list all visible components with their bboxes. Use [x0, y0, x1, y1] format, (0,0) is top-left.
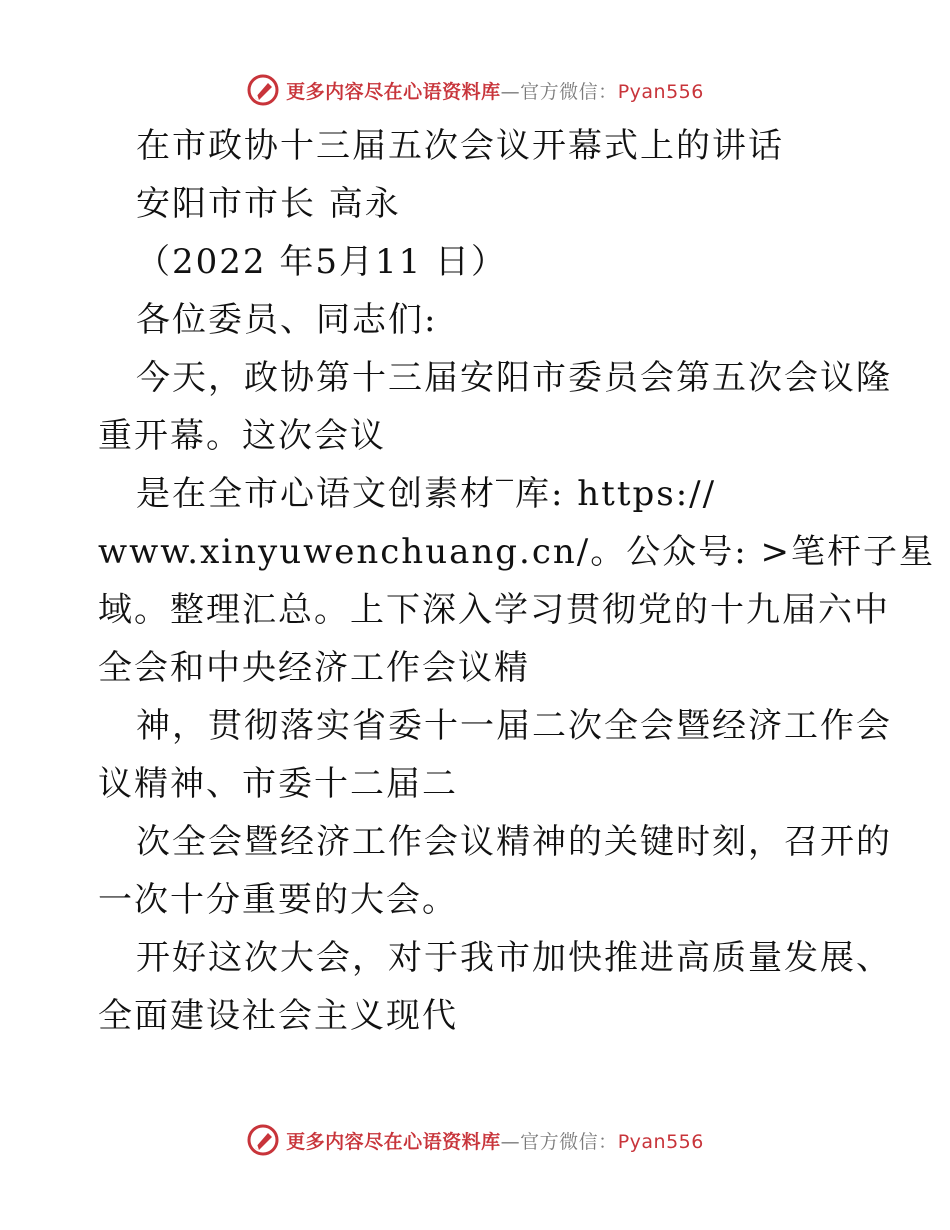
header-watermark [0, 70, 950, 110]
footer-watermark [0, 1120, 950, 1160]
paragraph-line: 是在全市心语文创素材‾库: https:// [136, 474, 717, 514]
pen-logo-icon [246, 1123, 280, 1157]
watermark-wechat-id: Pyan556 [617, 80, 704, 103]
watermark-lead: 更多内容尽在心语资料库 [286, 1130, 501, 1153]
speaker-line: 安阳市市长 高永 [136, 184, 401, 224]
paragraph-line: 神，贯彻落实省委十一届二次全会暨经济工作会 [136, 706, 892, 746]
paragraph-line: 重开幕。这次会议 [98, 416, 386, 456]
document-title: 在市政协十三届五次会议开幕式上的讲话 [136, 126, 784, 166]
watermark-label: 官方微信： [520, 80, 618, 103]
paragraph-line: 域。整理汇总。上下深入学习贯彻党的十九届六中 [98, 590, 890, 630]
paragraph-line: 全面建设社会主义现代 [98, 996, 458, 1036]
paragraph-line: 开好这次大会，对于我市加快推进高质量发展、 [136, 938, 892, 978]
watermark-dash: — [500, 1130, 521, 1153]
paragraph-line: 议精神、市委十二届二 [98, 764, 458, 804]
salutation: 各位委员、同志们: [136, 300, 438, 340]
paragraph-line: 全会和中央经济工作会议精 [98, 648, 530, 688]
paragraph-line: 次全会暨经济工作会议精神的关键时刻，召开的 [136, 822, 892, 862]
watermark-dash: — [500, 80, 521, 103]
paragraph-line: 一次十分重要的大会。 [98, 880, 458, 920]
watermark-lead: 更多内容尽在心语资料库 [286, 80, 501, 103]
date-line: （2022 年5月11 日） [136, 242, 508, 282]
footer-watermark-text [286, 1127, 704, 1154]
paragraph-line: www.xinyuwenchuang.cn/。公众号: >笔杆子星 [98, 532, 935, 572]
watermark-label: 官方微信： [520, 1130, 618, 1153]
paragraph-line: 今天，政协第十三届安阳市委员会第五次会议隆 [136, 358, 892, 398]
header-watermark-text [286, 77, 704, 104]
watermark-wechat-id: Pyan556 [617, 1130, 704, 1153]
pen-logo-icon [246, 73, 280, 107]
